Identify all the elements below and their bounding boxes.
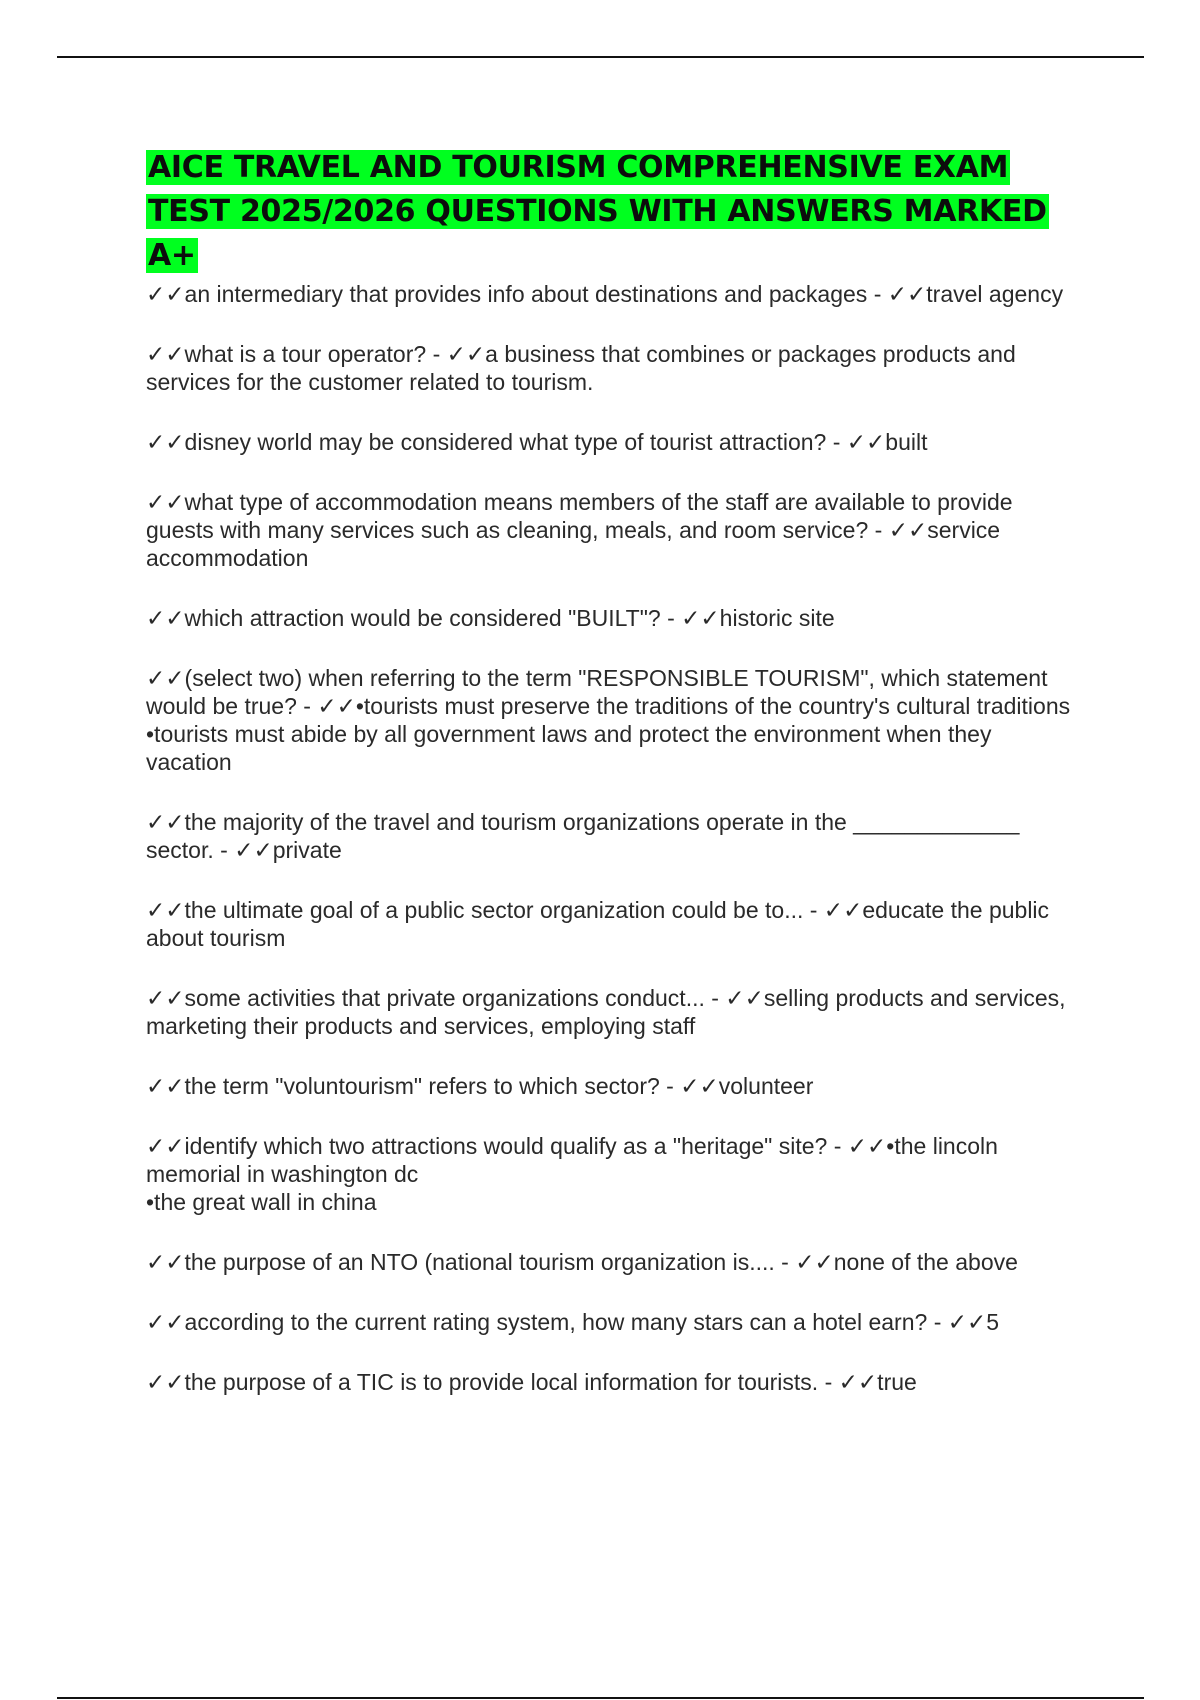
qa-entry: ✓✓what type of accommodation means members of the staff are available to provide guests with many services such as cleaning, meals, and room service? - ✓✓service accommodation (146, 489, 1013, 571)
qa-entry: ✓✓the purpose of a TIC is to provide local information for tourists. - ✓✓true (146, 1369, 917, 1395)
document-title-text: AICE TRAVEL AND TOURISM COMPREHENSIVE EXAM TEST 2025/2026 QUESTIONS WITH ANSWERS MARKED A+ (148, 150, 1047, 273)
document-body (146, 146, 1081, 1428)
bottom-rule (57, 1697, 1144, 1699)
document-title (146, 146, 1081, 278)
qa-entry: ✓✓an intermediary that provides info about destinations and packages - ✓✓travel agency (146, 281, 1064, 307)
qa-entry: ✓✓the ultimate goal of a public sector organization could be to... - ✓✓educate the public about tourism (146, 897, 1050, 951)
qa-entry: ✓✓what is a tour operator? - ✓✓a business that combines or packages products and services for the customer related to tourism. (146, 341, 1016, 395)
qa-entry: ✓✓the purpose of an NTO (national tourism organization is.... - ✓✓none of the above (146, 1249, 1018, 1275)
qa-entry: ✓✓disney world may be considered what type of tourist attraction? - ✓✓built (146, 429, 928, 455)
qa-entry: ✓✓which attraction would be considered "BUILT"? - ✓✓historic site (146, 605, 835, 631)
qa-entry: ✓✓the term "voluntourism" refers to which sector? - ✓✓volunteer (146, 1073, 814, 1099)
qa-entry: ✓✓(select two) when referring to the term "RESPONSIBLE TOURISM", which statement would be true? - ✓✓•tourists must preserve the traditions of the country's cultural traditions •tourists must abide by all government laws and protect the environment when they vacation (146, 665, 1071, 775)
qa-entry: ✓✓some activities that private organizations conduct... - ✓✓selling products and services, marketing their products and services, employing staff (146, 985, 1066, 1039)
top-rule (57, 56, 1144, 58)
qa-entry: ✓✓identify which two attractions would qualify as a "heritage" site? - ✓✓•the lincoln memorial in washington dc •the great wall in china (146, 1133, 998, 1215)
qa-entry: ✓✓according to the current rating system, how many stars can a hotel earn? - ✓✓5 (146, 1309, 1000, 1335)
qa-list (146, 280, 1081, 1396)
qa-entry: ✓✓the majority of the travel and tourism organizations operate in the _____________ sector. - ✓✓private (146, 809, 1020, 863)
